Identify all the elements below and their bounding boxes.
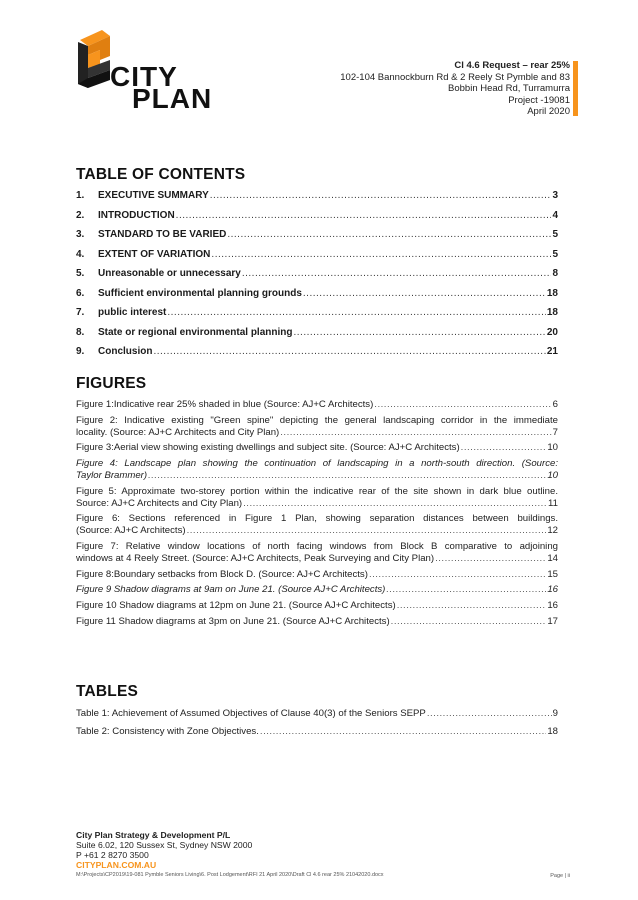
table-item[interactable]: Table 1: Achievement of Assumed Objectives of Clause 40(3) of the Seniors SEPP ..... 9 (76, 708, 558, 720)
logo-word-city: CITY (110, 61, 178, 92)
figure-item[interactable]: Figure 6: Sections referenced in Figure 1 Plan, showing separation distances between buildings. (Source: AJ+C Architects) ..... 12 (76, 513, 558, 537)
header-info (340, 60, 570, 118)
figure-item[interactable]: Figure 4: Landscape plan showing the continuation of landscaping in a north-south direction. (Source: Taylor Brammer) ..... 10 (76, 458, 558, 482)
figures-list (76, 399, 558, 632)
document-date: April 2020 (527, 106, 570, 117)
figure-item[interactable]: Figure 3:Aerial view showing existing dwellings and subject site. (Source: AJ+C Architects) ..... 10 (76, 442, 558, 454)
figure-item[interactable]: Figure 11 Shadow diagrams at 3pm on June 21. (Source AJ+C Architects) ..... 17 (76, 616, 558, 628)
table-item[interactable]: Table 2: Consistency with Zone Objectives. ..... 18 (76, 726, 558, 738)
toc-item[interactable]: 2. INTRODUCTION ..... 4 (76, 210, 558, 230)
address-line-2: Bobbin Head Rd, Turramurra (448, 83, 570, 94)
footer-website-link[interactable]: CITYPLAN.COM.AU (76, 860, 157, 870)
figure-item[interactable]: Figure 10 Shadow diagrams at 12pm on June 21. (Source AJ+C Architects) ..... 16 (76, 600, 558, 612)
toc-item[interactable]: 8. State or regional environmental planning ..... 20 (76, 327, 558, 347)
footer-file-path: M:\Projects\CP2019\19-081 Pymble Seniors Living\6. Post Lodgement\RFI 21 April 2020\Draft Cl 4.6 rear 25% 21042020.docx (76, 872, 384, 878)
address-line-1: 102-104 Bannockburn Rd & 2 Reely St Pymble and 83 (340, 71, 570, 83)
footer-company: City Plan Strategy & Development P/L (76, 830, 231, 840)
figure-item[interactable]: Figure 2: Indicative existing "Green spine" depicting the general landscaping corridor in the immediate locality. (Source: AJ+C Architects and City Plan) ..... 7 (76, 415, 558, 439)
figure-item[interactable]: Figure 9 Shadow diagrams at 9am on June 21. (Source AJ+C Architects) ..... 16 (76, 584, 558, 596)
toc-item[interactable]: 5. Unreasonable or unnecessary ..... 8 (76, 268, 558, 288)
city-plan-logo (70, 28, 220, 112)
toc-heading: TABLE OF CONTENTS (76, 166, 246, 183)
toc-item[interactable]: 4. EXTENT OF VARIATION ..... 5 (76, 249, 558, 269)
figure-item[interactable]: Figure 8:Boundary setbacks from Block D. (Source: AJ+C Architects) ..... 15 (76, 569, 558, 581)
footer (76, 830, 384, 880)
toc-item[interactable]: 1. EXECUTIVE SUMMARY ..... 3 (76, 190, 558, 210)
toc-item[interactable]: 6. Sufficient environmental planning grounds ..... 18 (76, 288, 558, 308)
tables-heading: TABLES (76, 683, 139, 700)
document-title: Cl 4.6 Request – rear 25% (454, 60, 570, 71)
footer-phone: P +61 2 8270 3500 (76, 850, 149, 860)
toc-item[interactable]: 9. Conclusion ..... 21 (76, 346, 558, 366)
figure-item[interactable]: Figure 5: Approximate two-storey portion within the indicative rear of the site shown in dark blue outline. Source: AJ+C Architects and City Plan) ..... 11 (76, 486, 558, 510)
figure-item[interactable]: Figure 7: Relative window locations of north facing windows from Block B comparative to adjoining windows at 4 Reely Street. (Source: AJ+C Architects, Peak Surveying and City Plan) ..... 14 (76, 541, 558, 565)
footer-address: Suite 6.02, 120 Sussex St, Sydney NSW 2000 (76, 840, 253, 850)
logo-word-plan: PLAN (132, 83, 213, 114)
project-number: Project -19081 (508, 94, 570, 106)
toc-item[interactable]: 3. STANDARD TO BE VARIED ..... 5 (76, 229, 558, 249)
figures-heading: FIGURES (76, 375, 147, 392)
tables-list (76, 708, 558, 742)
toc-item[interactable]: 7. public interest ..... 18 (76, 307, 558, 327)
figure-item[interactable]: Figure 1:Indicative rear 25% shaded in blue (Source: AJ+C Architects) ..... 6 (76, 399, 558, 411)
toc-list (76, 190, 558, 366)
page-number: Page | ii (550, 873, 570, 879)
header-accent-bar (573, 61, 578, 116)
